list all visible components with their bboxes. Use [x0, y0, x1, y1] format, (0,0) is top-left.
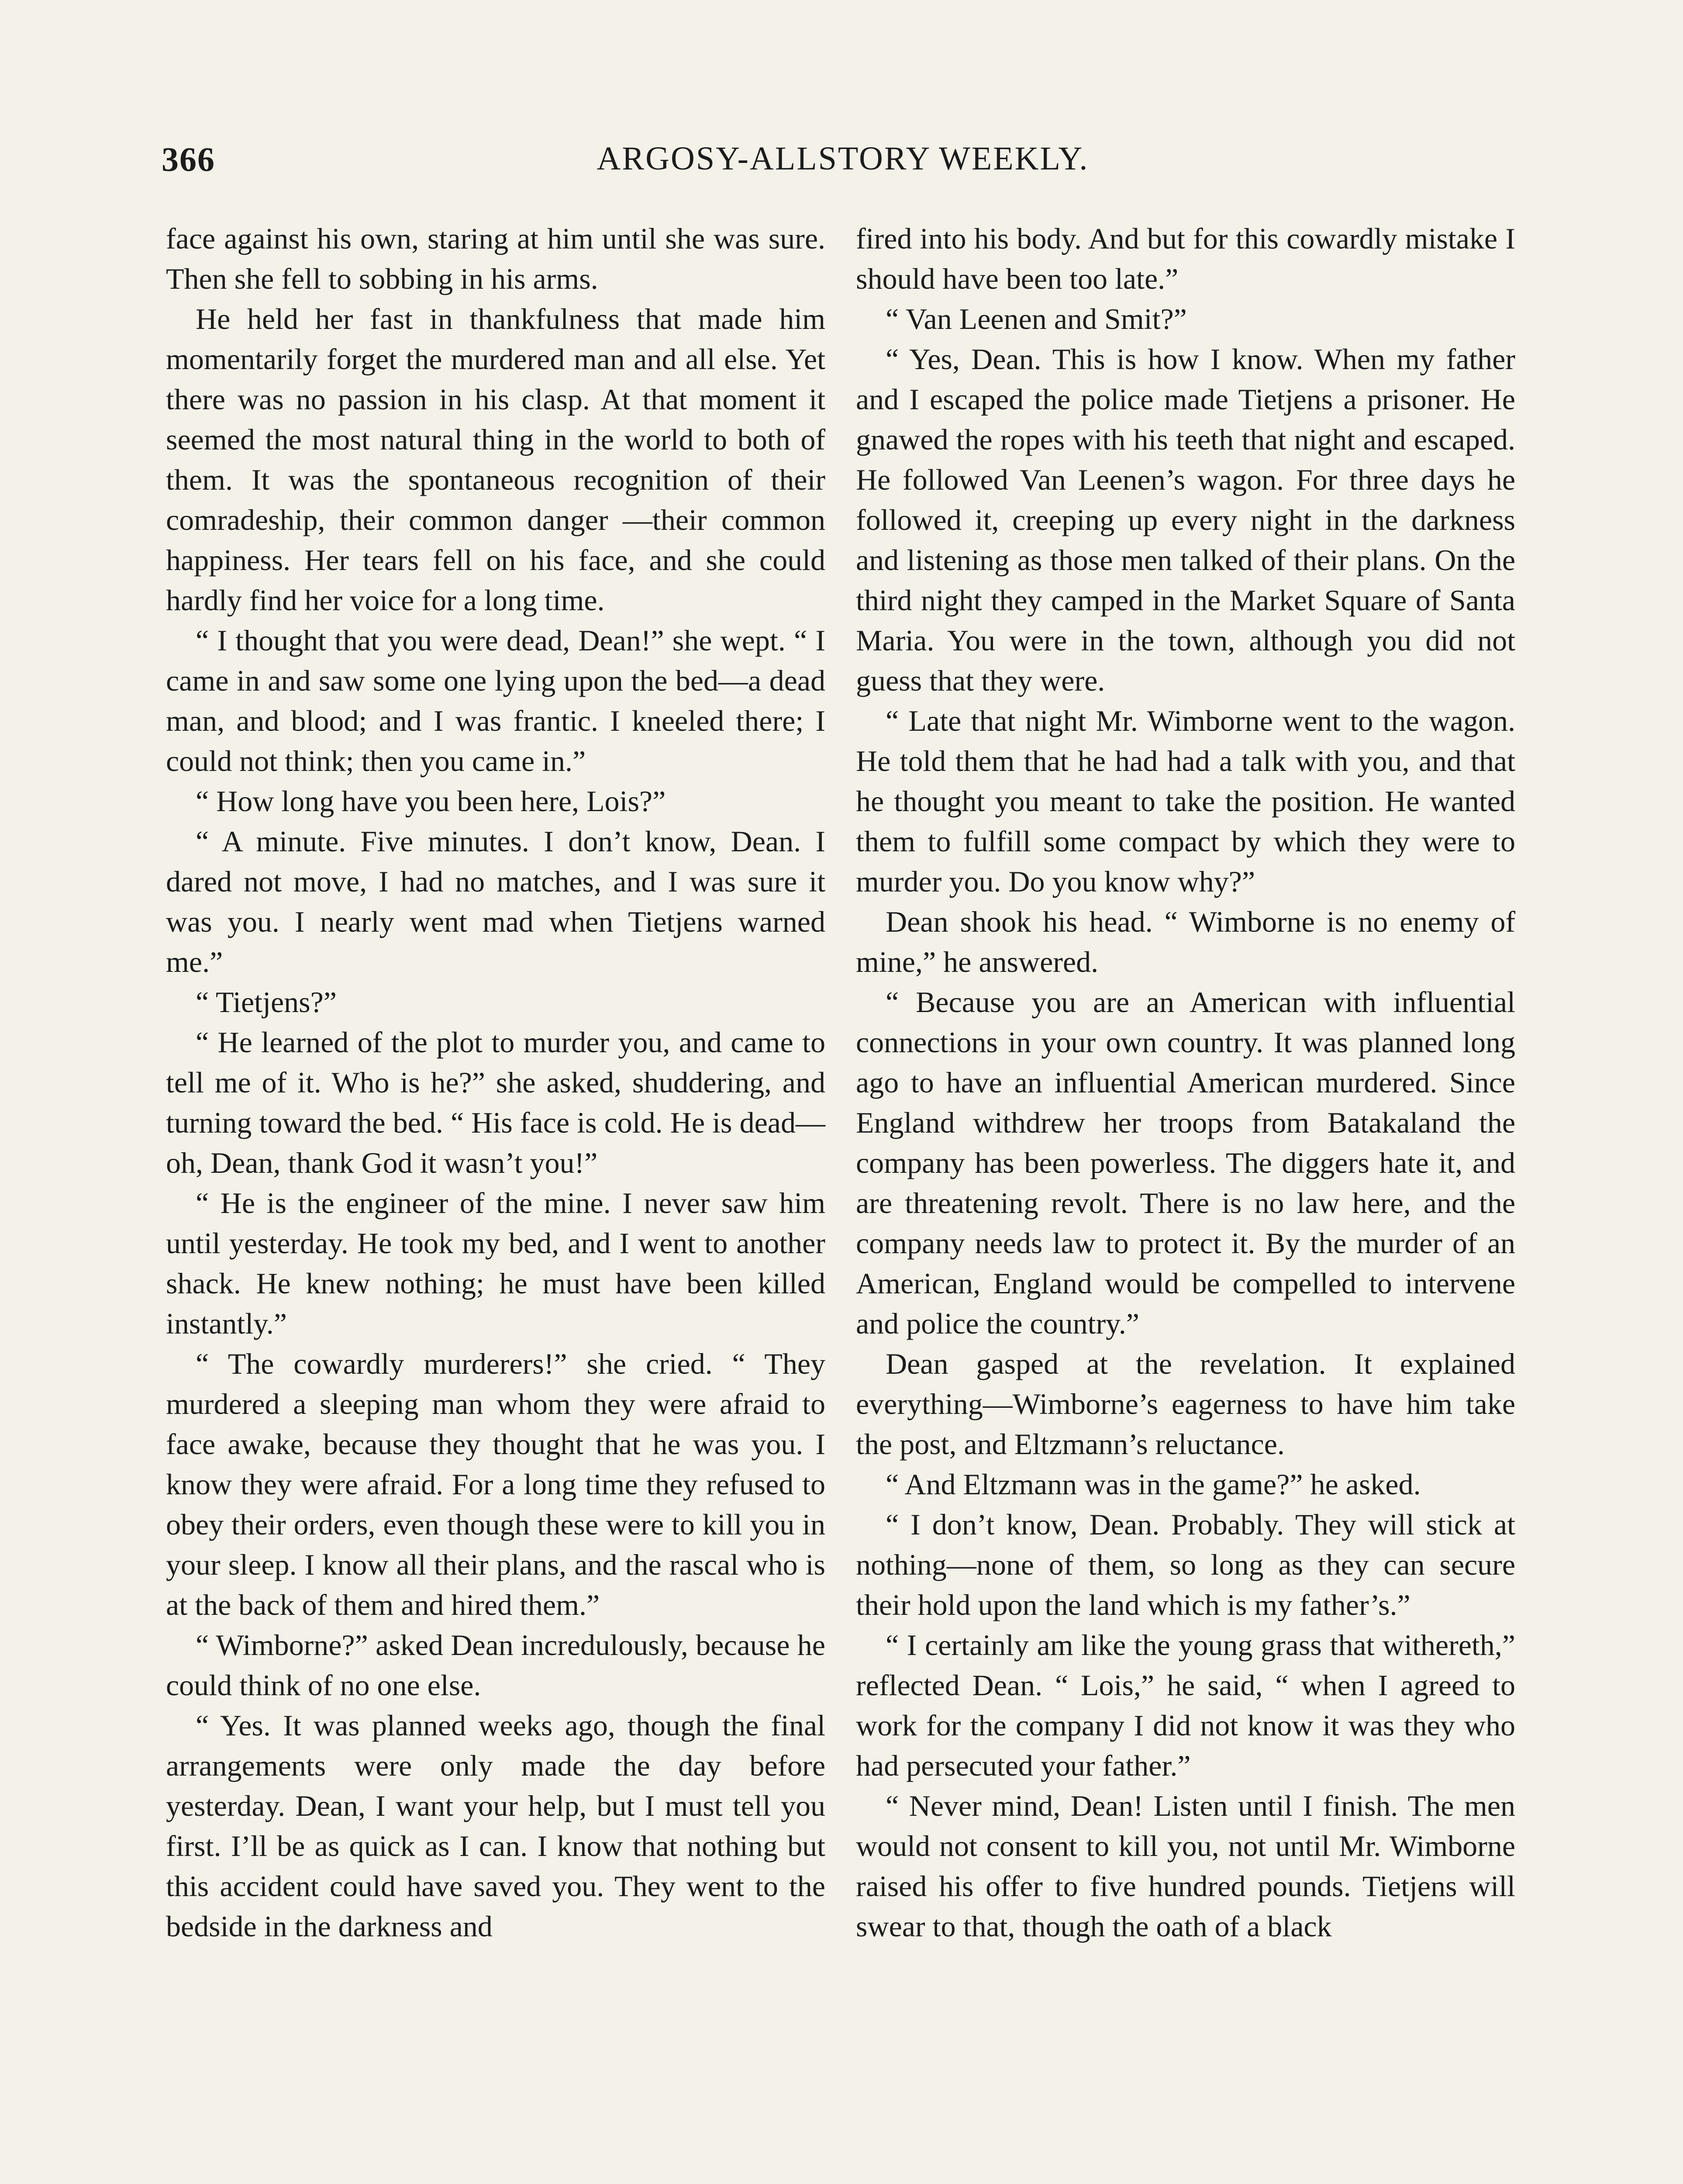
- paragraph: “ How long have you been here, Lois?”: [196, 784, 666, 818]
- paragraph: “ Yes. It was planned weeks ago, though the final arrangements were only made the day before yesterday. Dean, I want your help, but I must tell you first. I’ll be as quick as I can. I know that nothing but this accident could have saved you. They went to the bedside in the darkness and: [166, 1709, 825, 1943]
- running-title: ARGOSY-ALLSTORY WEEKLY.: [597, 140, 1089, 177]
- paragraph: Dean gasped at the revelation. It explained everything—Wimborne’s eagerness to have him take the post, and Eltzmann’s reluctance.: [856, 1347, 1515, 1461]
- paragraph: “ I don’t know, Dean. Probably. They will stick at nothing—none of them, so long as they can secure their hold upon the land which is my father’s.”: [856, 1508, 1515, 1621]
- paragraph: “ I certainly am like the young grass that withereth,” reflected Dean. “ Lois,” he said, “ when I agreed to work for the company I did not know it was they who had persecuted your father.”: [856, 1628, 1515, 1782]
- left-column: [166, 218, 825, 2184]
- paragraph: fired into his body. And but for this cowardly mistake I should have been too late.”: [856, 222, 1515, 295]
- paragraph: “ He learned of the plot to murder you, and came to tell me of it. Who is he?” she asked, shuddering, and turning toward the bed. “ His face is cold. He is dead— oh, Dean, thank God it wasn’t you!”: [166, 1026, 825, 1179]
- paragraph: “ The cowardly murderers!” she cried. “ They murdered a sleeping man whom they were afraid to face awake, because they thought that he was you. I know they were afraid. For a long time they refused to obey their orders, even though these were to kill you in your sleep. I know all their plans, and the rascal who is at the back of them and hired them.”: [166, 1347, 825, 1621]
- paragraph: “ He is the engineer of the mine. I never saw him until yesterday. He took my bed, and I went to another shack. He knew nothing; he must have been killed instantly.”: [166, 1186, 825, 1340]
- paragraph: Dean shook his head. “ Wimborne is no enemy of mine,” he answered.: [856, 905, 1515, 978]
- right-column: [856, 218, 1515, 2184]
- paragraph: “ Tietjens?”: [196, 985, 337, 1019]
- paragraph: “ A minute. Five minutes. I don’t know, Dean. I dared not move, I had no matches, and I was sure it was you. I nearly went mad when Tietjens warned me.”: [166, 825, 825, 978]
- paragraph: face against his own, staring at him until she was sure. Then she fell to sobbing in his arms.: [166, 222, 825, 295]
- paragraph: “ And Eltzmann was in the game?” he asked.: [886, 1468, 1421, 1501]
- page-header: [162, 131, 1524, 197]
- paragraph: “ Never mind, Dean! Listen until I finish. The men would not consent to kill you, not until Mr. Wimborne raised his offer to five hundred pounds. Tietjens will swear to that, though the oath of a black: [856, 1789, 1515, 1943]
- paragraph: “ Yes, Dean. This is how I know. When my father and I escaped the police made Tietjens a prisoner. He gnawed the ropes with his teeth that night and escaped. He followed Van Leenen’s wagon. For three days he followed it, creeping up every night in the darkness and listening as those men talked of their plans. On the third night they camped in the Market Square of Santa Maria. You were in the town, although you did not guess that they were.: [856, 342, 1515, 697]
- paragraph: “ Late that night Mr. Wimborne went to the wagon. He told them that he had had a talk with you, and that he thought you meant to take the position. He wanted them to fulfill some compact by which they were to murder you. Do you know why?”: [856, 704, 1515, 898]
- page-number: 366: [162, 140, 215, 178]
- paragraph: “ Van Leenen and Smit?”: [886, 302, 1187, 335]
- paragraph: He held her fast in thankfulness that made him momentarily forget the murdered man and all else. Yet there was no passion in his clasp. At that moment it seemed the most natural thing in the world to both of them. It was the spontaneous recognition of their comradeship, their common danger —their common happiness. Her tears fell on his face, and she could hardly find her voice for a long time.: [166, 302, 825, 617]
- paragraph: “ Because you are an American with influential connections in your own country. It was planned long ago to have an influential American murdered. Since England withdrew her troops from Batakaland the company has been powerless. The diggers hate it, and are threatening revolt. There is no law here, and the company needs law to protect it. By the murder of an American, England would be compelled to intervene and police the country.”: [856, 985, 1515, 1340]
- paragraph: “ I thought that you were dead, Dean!” she wept. “ I came in and saw some one lying upon the bed—a dead man, and blood; and I was frantic. I kneeled there; I could not think; then you came in.”: [166, 624, 825, 778]
- paragraph: “ Wimborne?” asked Dean incredulously, because he could think of no one else.: [166, 1628, 825, 1702]
